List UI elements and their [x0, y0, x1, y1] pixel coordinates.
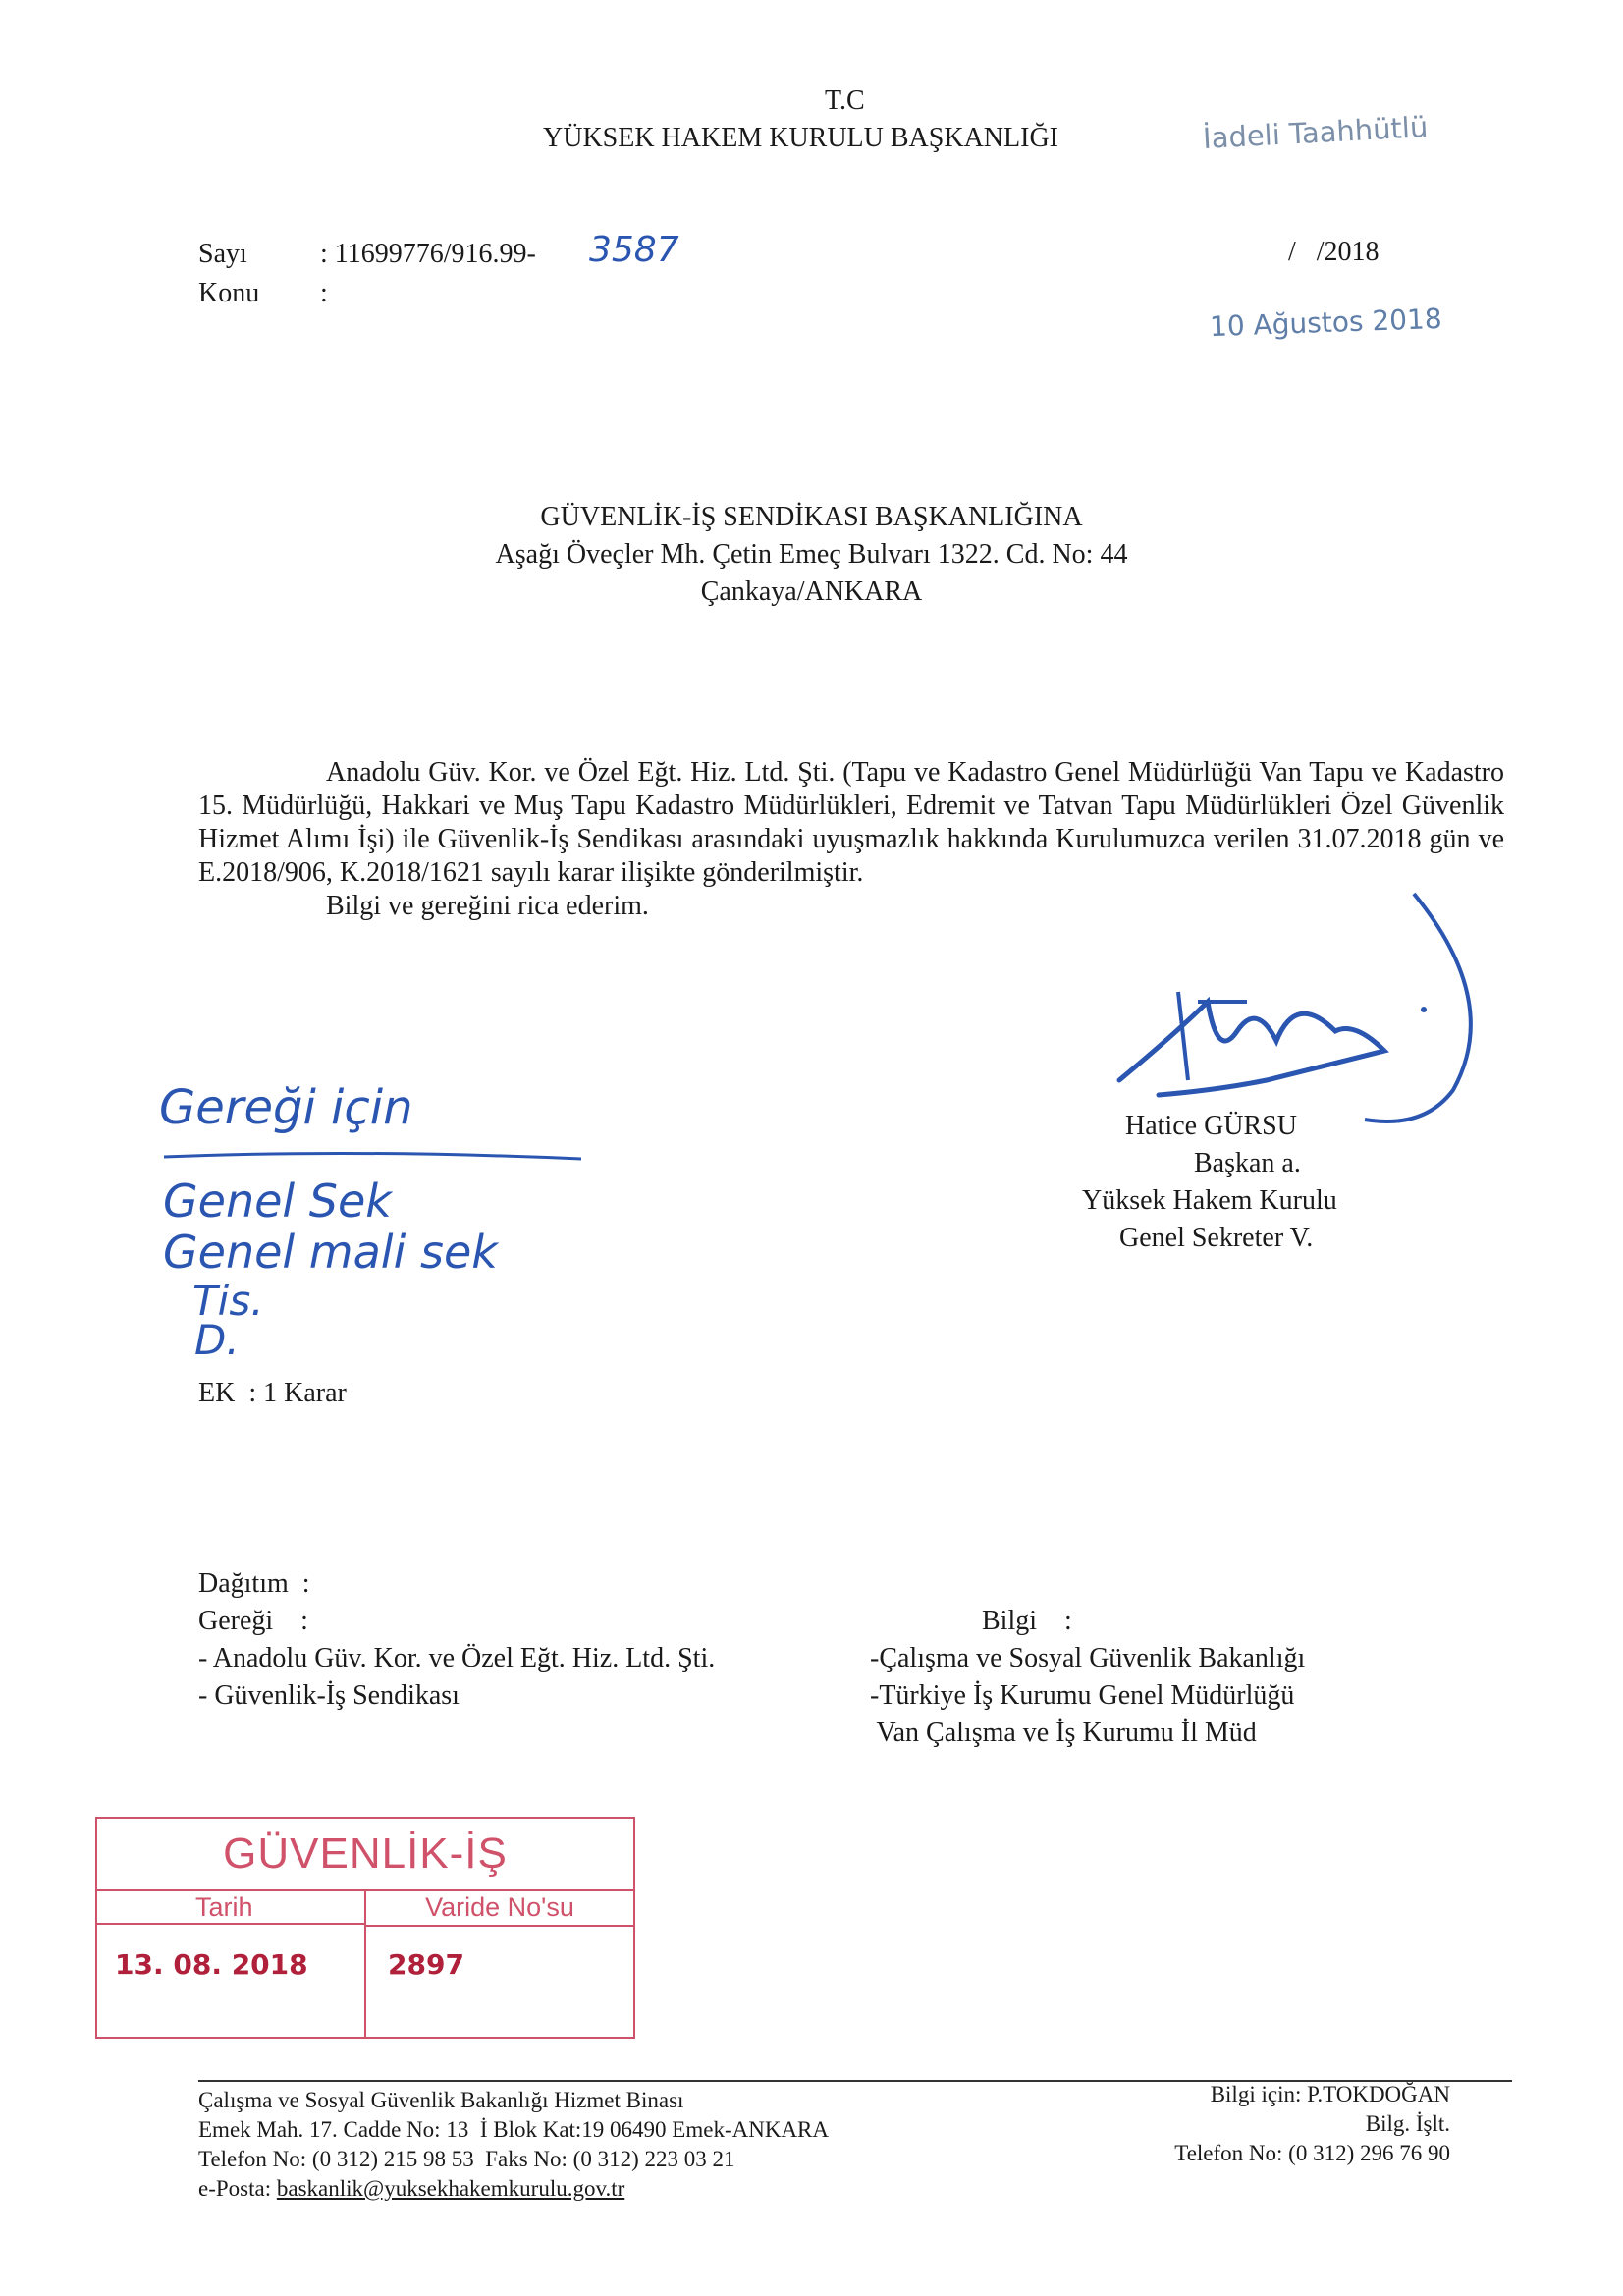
recipient-line1: GÜVENLİK-İŞ SENDİKASI BAŞKANLIĞINA	[540, 502, 1083, 532]
body-closing: Bilgi ve gereğini rica ederim.	[326, 891, 649, 921]
document-date: / /2018	[1288, 237, 1380, 267]
iadeli-stamp: İadeli Taahhütlü	[1202, 110, 1430, 155]
date-stamp: 10 Ağustos 2018	[1209, 301, 1443, 344]
konu-value: :	[320, 278, 328, 308]
attachment-line: EK : 1 Karar	[198, 1378, 347, 1408]
bilgi-item: -Çalışma ve Sosyal Güvenlik Bakanlığı	[870, 1643, 1306, 1673]
stamp-date-value: 13. 08. 2018	[115, 1948, 308, 1981]
distribution-label: Dağıtım :	[198, 1568, 310, 1599]
footer-email-row	[198, 2174, 624, 2204]
footer-contact-role: Bilg. İşlt.	[1365, 2111, 1450, 2136]
handwritten-line1: Gereği için	[159, 1080, 413, 1135]
footer-email-label: e-Posta:	[198, 2176, 272, 2201]
stamp-date-column	[97, 1889, 366, 2037]
geregi-label: Gereği :	[198, 1606, 308, 1636]
footer-contact-name: Bilgi için: P.TOKDOĞAN	[1210, 2082, 1450, 2106]
signature-scribble	[1041, 884, 1492, 1139]
handwritten-line4: Tis.	[192, 1277, 264, 1325]
geregi-item: - Güvenlik-İş Sendikası	[198, 1680, 460, 1711]
footer-email-link[interactable]: baskanlik@yuksekhakemkurulu.gov.tr	[276, 2176, 625, 2201]
signatory-title1: Başkan a.	[1194, 1148, 1301, 1178]
handwritten-line3: Genel mali sek	[163, 1226, 498, 1279]
header-line1: T.C	[825, 85, 865, 116]
body-paragraph: Anadolu Güv. Kor. ve Özel Eğt. Hiz. Ltd. Şti. (Tapu ve Kadastro Genel Müdürlüğü Van Tapu ve Kadastro 15. Müdürlüğü, Hakkari ve Muş Tapu Kadastro Müdürlükleri, Edremit ve Tatvan Tapu Müdürlükleri Özel Güvenlik Hizmet Alımı İşi) ile Güvenlik-İş Sendikası arasındaki uyuşmazlık hakkında Kurulumuzca verilen 31.07.2018 gün ve E.2018/906, K.2018/1621 sayılı karar ilişikte gönderilmiştir.	[198, 757, 1504, 888]
stamp-title: GÜVENLİK-İŞ	[97, 1819, 633, 1891]
stamp-number-value: 2897	[388, 1948, 464, 1981]
geregi-item: - Anadolu Güv. Kor. ve Özel Eğt. Hiz. Ltd. Şti.	[198, 1643, 716, 1673]
stamp-number-column	[366, 1889, 633, 2037]
bilgi-item: -Türkiye İş Kurumu Genel Müdürlüğü	[870, 1680, 1295, 1711]
signatory-title3: Genel Sekreter V.	[1119, 1223, 1314, 1253]
recipient-line2: Aşağı Öveçler Mh. Çetin Emeç Bulvarı 1322. Cd. No: 44	[495, 539, 1128, 570]
recipient-line3: Çankaya/ANKARA	[700, 576, 923, 607]
sayi-value: : 11699776/916.99-	[320, 239, 536, 269]
sayi-label: Sayı	[198, 239, 247, 269]
bilgi-label: Bilgi :	[982, 1606, 1072, 1636]
konu-label: Konu	[198, 278, 260, 308]
header-line2: YÜKSEK HAKEM KURULU BAŞKANLIĞI	[543, 123, 1058, 153]
signatory-title2: Yüksek Hakem Kurulu	[1082, 1185, 1337, 1216]
stamp-number-header: Varide No'su	[366, 1889, 633, 1927]
received-stamp	[95, 1817, 635, 2039]
handwritten-line2: Genel Sek	[163, 1175, 392, 1228]
footer-address2: Emek Mah. 17. Cadde No: 13 İ Blok Kat:19 06490 Emek-ANKARA	[198, 2117, 830, 2142]
footer-contact-phone: Telefon No: (0 312) 296 76 90	[1174, 2141, 1450, 2165]
stamp-date-header: Tarih	[97, 1889, 364, 1925]
footer-address1: Çalışma ve Sosyal Güvenlik Bakanlığı Hizmet Binası	[198, 2088, 684, 2112]
footer-phone: Telefon No: (0 312) 215 98 53 Faks No: (0 312) 223 03 21	[198, 2147, 735, 2171]
bilgi-item: Van Çalışma ve İş Kurumu İl Müd	[870, 1718, 1257, 1748]
handwritten-line5: D.	[194, 1316, 240, 1364]
sayi-handwritten: 3587	[589, 230, 679, 270]
signatory-name: Hatice GÜRSU	[1125, 1111, 1297, 1141]
handwritten-underline	[159, 1147, 591, 1167]
